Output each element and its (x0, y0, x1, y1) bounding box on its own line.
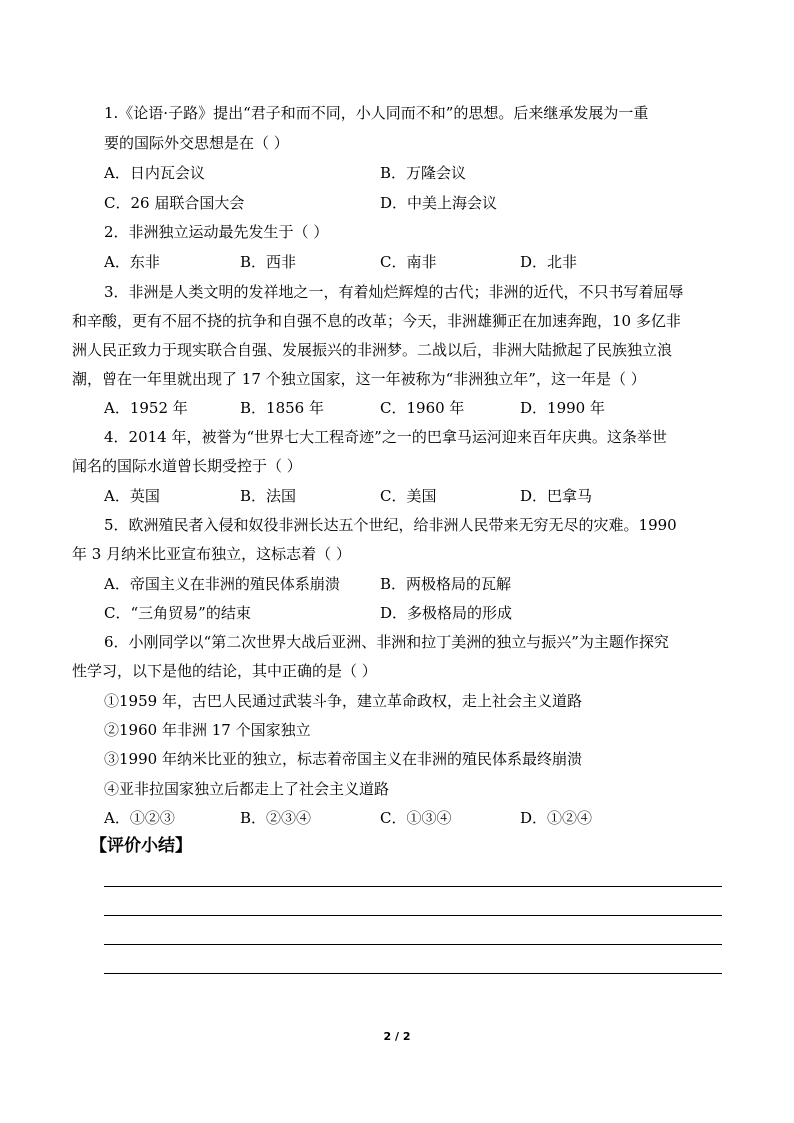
q1-option-a: A．日内瓦会议 (104, 164, 205, 182)
q1-stem-line1: 1.《论语·子路》提出“君子和而不同，小人同而不和”的思想。后来继承发展为一重 (104, 104, 649, 122)
q2-stem: 2．非洲独立运动最先发生于（ ） (104, 223, 329, 241)
q2-option-c: C．南非 (380, 253, 437, 271)
q2-option-b: B．西非 (240, 253, 297, 271)
q4-stem-line1: 4．2014 年，被誉为“世界七大工程奇迹”之一的巴拿马运河迎来百年庆典。这条举世 (104, 428, 667, 446)
q4-option-b: B．法国 (240, 487, 297, 505)
q6-option-d: D．①②④ (520, 809, 593, 827)
q6-stem-line1: 6．小刚同学以“第二次世界大战后亚洲、非洲和拉丁美洲的独立与振兴”为主题作探究 (104, 633, 669, 651)
q6-statement-1: ①1959 年，古巴人民通过武装斗争，建立革命政权，走上社会主义道路 (104, 692, 582, 710)
answer-line-2[interactable] (104, 915, 722, 916)
q5-stem-line2: 年 3 月纳米比亚宣布独立，这标志着（ ） (72, 545, 351, 563)
q5-option-d: D．多极格局的形成 (380, 604, 513, 622)
q6-statement-2: ②1960 年非洲 17 个国家独立 (104, 721, 311, 739)
q3-option-c: C．1960 年 (380, 399, 465, 417)
q6-option-a: A．①②③ (104, 809, 175, 827)
q3-stem-line4: 潮，曾在一年里就出现了 17 个独立国家，这一年被称为“非洲独立年”，这一年是（ ） (72, 370, 646, 388)
q2-option-d: D．北非 (520, 253, 578, 271)
q6-statement-4: ④亚非拉国家独立后都走上了社会主义道路 (104, 780, 390, 798)
q5-option-a: A．帝国主义在非洲的殖民体系崩溃 (104, 575, 340, 593)
q3-option-a: A．1952 年 (104, 399, 188, 417)
q2-option-a: A．东非 (104, 253, 160, 271)
q5-option-b: B．两极格局的瓦解 (380, 575, 512, 593)
q1-stem-line2: 要的国际外交思想是在（ ） (104, 134, 289, 152)
q3-stem-line2: 和辛酸，更有不屈不挠的抗争和自强不息的改革；今天，非洲雄狮正在加速奔跑，10 多亿非 (72, 312, 681, 330)
summary-title: 【评价小结】 (90, 836, 192, 856)
answer-line-4[interactable] (104, 973, 722, 974)
page-number: 2 / 2 (383, 1030, 411, 1043)
q6-stem-line2: 性学习，以下是他的结论，其中正确的是（ ） (72, 662, 377, 680)
q3-option-d: D．1990 年 (520, 399, 605, 417)
answer-line-1[interactable] (104, 886, 722, 887)
answer-line-3[interactable] (104, 944, 722, 945)
q3-stem-line3: 洲人民正致力于现实联合自强、发展振兴的非洲梦。二战以后，非洲大陆掀起了民族独立浪 (72, 341, 673, 359)
q6-option-b: B．②③④ (240, 809, 312, 827)
q5-stem-line1: 5．欧洲殖民者入侵和奴役非洲长达五个世纪，给非洲人民带来无穷无尽的灾难。1990 (104, 516, 677, 534)
q4-option-d: D．巴拿马 (520, 487, 593, 505)
q4-stem-line2: 闻名的国际水道曾长期受控于（ ） (72, 457, 302, 475)
q5-option-c: C．“三角贸易”的结束 (104, 604, 251, 622)
q3-option-b: B．1856 年 (240, 399, 324, 417)
q1-option-b: B．万隆会议 (380, 164, 467, 182)
q3-stem-line1: 3．非洲是人类文明的发祥地之一，有着灿烂辉煌的古代；非洲的近代，不只书写着屈辱 (104, 283, 684, 301)
q6-statement-3: ③1990 年纳米比亚的独立，标志着帝国主义在非洲的殖民体系最终崩溃 (104, 750, 582, 768)
q6-option-c: C．①③④ (380, 809, 452, 827)
q4-option-c: C．美国 (380, 487, 437, 505)
q1-option-d: D．中美上海会议 (380, 194, 498, 212)
q4-option-a: A．英国 (104, 487, 160, 505)
q1-option-c: C．26 届联合国大会 (104, 194, 245, 212)
